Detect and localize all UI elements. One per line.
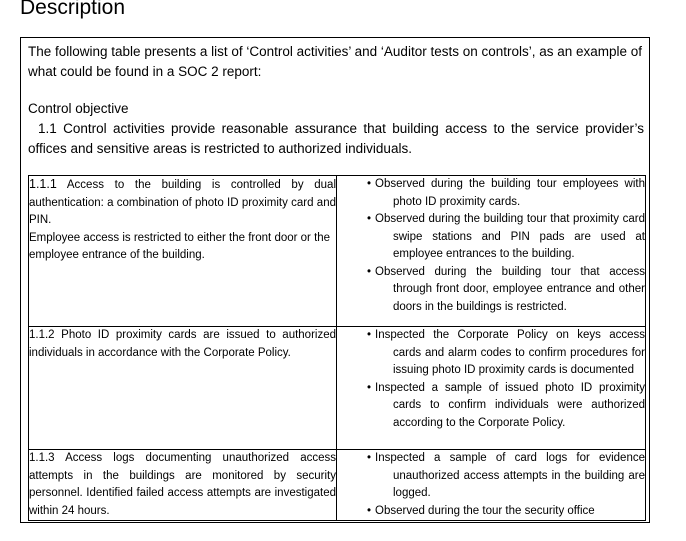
test-text: Observed during the building tour that access through front door, employee entrance and other doors in the buildings is restricted. (375, 265, 645, 313)
test-text: Inspected the Corporate Policy on keys access cards and alarm codes to confirm procedures for issuing photo ID proximity cards is documented (375, 329, 645, 376)
test-text: Observed during the building tour that proximity card swipe stations and PIN pads are used at employee entrances to the building. (375, 213, 645, 260)
control-activity-text (29, 450, 336, 520)
intro-paragraph: The following table presents a list of ‘Control activities’ and ‘Auditor tests on controls’, as an example of what could be found in a SOC 2 report: (28, 44, 643, 79)
test-text: Inspected a sample of card logs for evidence unauthorized access attempts in the building are logged. (375, 452, 645, 499)
control-activity-text-extra: Employee access is restricted to either the front door or the employee entrance of the building. (29, 231, 331, 261)
control-id: 1.1.1 (29, 177, 57, 191)
control-description: Access to the building is controlled by dual authentication: a combination of photo ID proximity card and PIN. (29, 179, 337, 226)
list-item (337, 327, 645, 380)
table-row (29, 176, 646, 327)
control-objective-text: 1.1 Control activities provide reasonable assurance that building access to the service provider’s offices and sensitive areas is restricted to authorized individuals. (28, 121, 644, 156)
table-row (29, 327, 646, 450)
control-activity-text (29, 327, 336, 362)
list-item (337, 176, 645, 211)
bullet-icon: • (367, 504, 372, 517)
control-id: 1.1.3 (29, 452, 55, 464)
control-objective-label: Control objective (28, 101, 129, 116)
list-item (337, 380, 645, 433)
list-item (337, 503, 645, 521)
bullet-icon: • (367, 452, 372, 464)
control-id: 1.1.2 (29, 329, 55, 341)
test-text: Observed during the tour the security office (375, 504, 595, 517)
auditor-tests-cell (337, 176, 646, 327)
bullet-icon: • (367, 213, 372, 225)
table-row (29, 450, 646, 521)
bullet-icon: • (367, 265, 372, 278)
list-item (337, 264, 645, 317)
page-heading: Description (20, 0, 126, 19)
auditor-tests-cell (337, 450, 646, 521)
control-activity-text (29, 176, 336, 230)
test-text: Inspected a sample of issued photo ID proximity cards to confirm individuals were authorized according to the Corporate Policy. (375, 381, 645, 429)
bullet-icon: • (367, 381, 372, 394)
auditor-tests-list (337, 450, 645, 520)
control-activity-cell (29, 450, 337, 521)
controls-table (28, 175, 646, 521)
bullet-icon: • (367, 329, 372, 341)
auditor-tests-cell (337, 327, 646, 450)
control-description: Photo ID proximity cards are issued to authorized individuals in accordance with the Corporate Policy. (29, 329, 336, 359)
auditor-tests-list (337, 176, 645, 316)
list-item (337, 450, 645, 503)
description-box (20, 37, 650, 523)
test-text: Observed during the building tour employees with photo ID proximity cards. (375, 178, 645, 208)
control-activity-cell (29, 176, 337, 327)
control-description: Access logs documenting unauthorized access attempts in the buildings are monitored by security personnel. Identified failed access attempts are investigated within 24 hours. (29, 452, 336, 517)
auditor-tests-list (337, 327, 645, 432)
bullet-icon: • (367, 178, 372, 190)
control-activity-cell (29, 327, 337, 450)
list-item (337, 211, 645, 264)
